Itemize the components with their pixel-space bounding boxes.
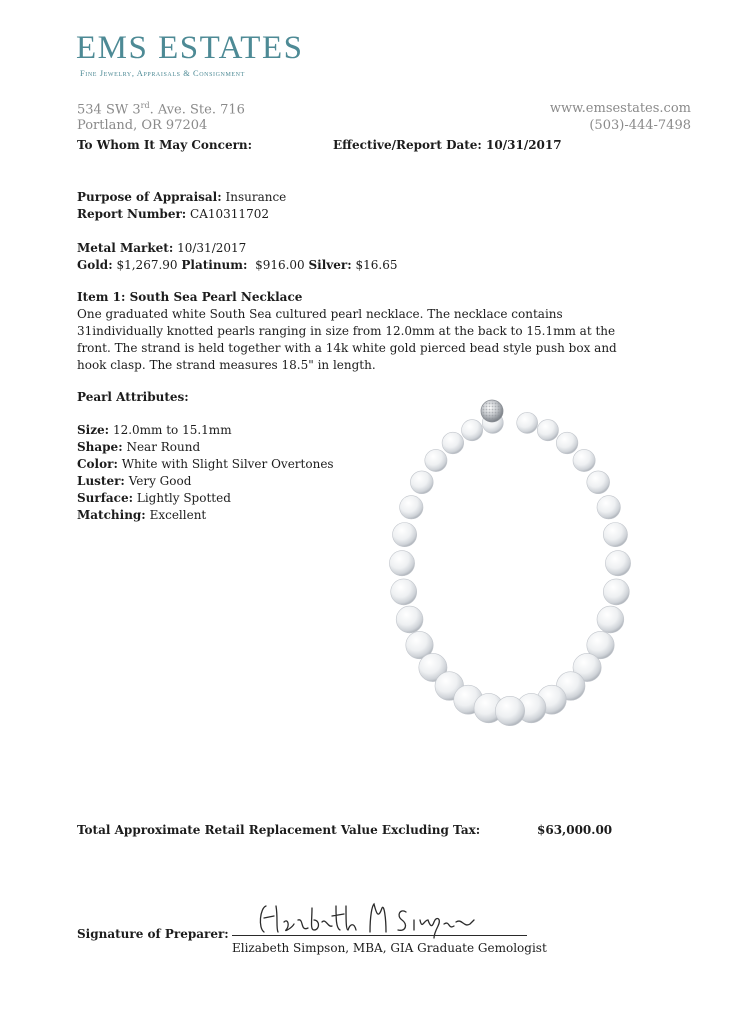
metal-market-row: Metal Market: 10/31/2017 — [77, 241, 247, 255]
attribute-color: Color: White with Slight Silver Overtones — [77, 457, 334, 471]
handwritten-signature — [256, 898, 476, 940]
total-value: $63,000.00 — [537, 823, 613, 837]
pearl — [410, 471, 433, 494]
pearl — [556, 432, 578, 454]
salutation: To Whom It May Concern: — [77, 138, 253, 152]
address-line-2: Portland, OR 97204 — [77, 118, 208, 133]
pearl — [393, 523, 417, 547]
pearl-strand — [389, 412, 630, 725]
attribute-surface: Surface: Lightly Spotted — [77, 491, 231, 505]
pearl — [597, 496, 620, 519]
attribute-luster: Luster: Very Good — [77, 474, 192, 488]
signature-label: Signature of Preparer: — [77, 927, 229, 941]
pearl — [495, 696, 524, 725]
item-description: One graduated white South Sea cultured pearl necklace. The necklace contains 31individually knotted pearls ranging in size from 12.0mm at the back to 15.1mm at the front. The strand is held together with a 14k white gold pierced bead style push box and hook clasp. The strand measures 18.5" in length. — [77, 307, 617, 372]
attributes-heading: Pearl Attributes: — [77, 390, 189, 404]
pearl-necklace-image — [380, 396, 640, 726]
pearl — [517, 412, 538, 433]
pearl — [605, 551, 630, 576]
pearl — [587, 471, 610, 494]
pearl — [389, 551, 414, 576]
metal-prices-row: Gold: $1,267.90 Platinum: $916.00 Silver: $16.65 — [77, 258, 398, 272]
website-link[interactable]: www.emsestates.com — [549, 101, 691, 116]
brand-logo: EMS ESTATES — [76, 30, 304, 66]
signature-line — [232, 935, 527, 936]
pearl — [391, 579, 417, 605]
brand-tagline: Fine Jewelry, Appraisals & Consignment — [80, 69, 245, 78]
attribute-matching: Matching: Excellent — [77, 508, 207, 522]
pearl — [396, 606, 423, 633]
purpose-row: Purpose of Appraisal: Insurance — [77, 190, 287, 204]
pearl — [597, 606, 624, 633]
pearl — [537, 420, 558, 441]
pearl — [603, 523, 627, 547]
total-label: Total Approximate Retail Replacement Value Excluding Tax: — [77, 823, 481, 837]
pearl — [442, 432, 464, 454]
effective-date: Effective/Report Date: 10/31/2017 — [333, 138, 562, 152]
pearl — [462, 420, 483, 441]
attribute-size: Size: 12.0mm to 15.1mm — [77, 423, 232, 437]
item-title: Item 1: South Sea Pearl Necklace — [77, 290, 303, 304]
phone-number: (503)-444-7498 — [589, 118, 691, 133]
pearl — [425, 449, 447, 471]
pearl — [603, 579, 629, 605]
preparer-name: Elizabeth Simpson, MBA, GIA Graduate Gemologist — [232, 941, 547, 955]
clasp-bead — [481, 400, 503, 422]
report-number-row: Report Number: CA10311702 — [77, 207, 269, 221]
pearl — [400, 496, 423, 519]
attribute-shape: Shape: Near Round — [77, 440, 201, 454]
address-line-1: 534 SW 3rd. Ave. Ste. 716 — [77, 101, 245, 118]
attributes-list — [77, 422, 334, 524]
pearl — [573, 449, 595, 471]
